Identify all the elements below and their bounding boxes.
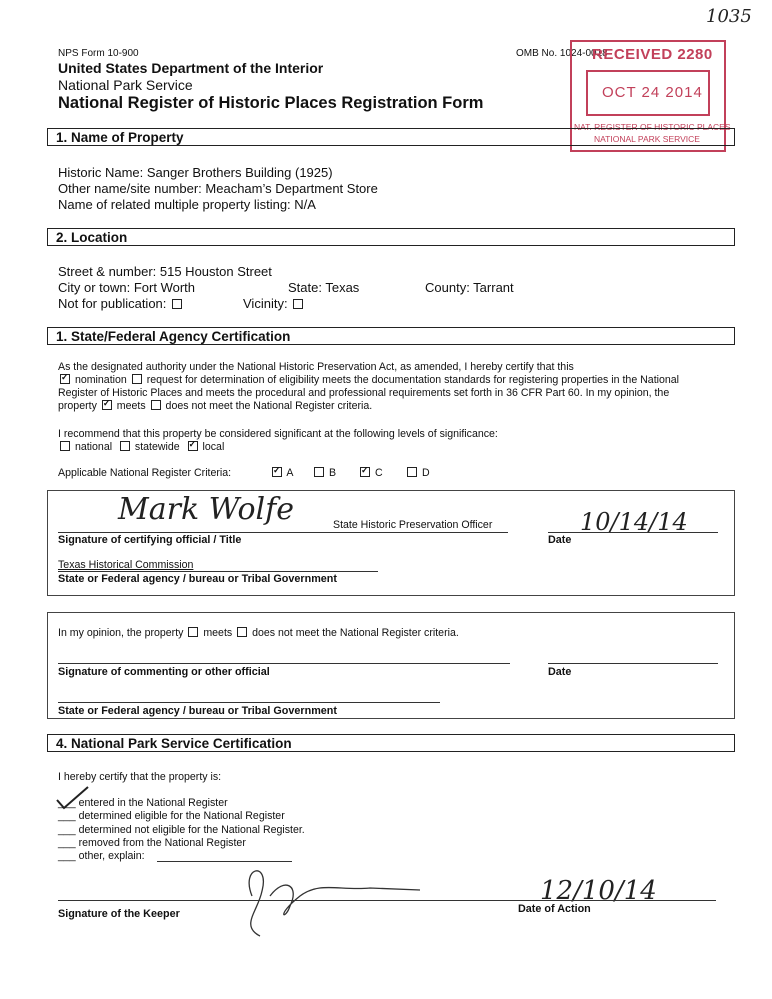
criterion-b: B — [312, 467, 336, 480]
entered-checkmark-icon — [55, 784, 91, 812]
certification-date: 10/14/14 — [580, 508, 688, 536]
stamp-date: OCT 24 2014 — [602, 84, 703, 101]
option-entered[interactable]: ___ entered in the National Register — [58, 797, 228, 809]
not-meet-checkbox[interactable] — [151, 400, 161, 410]
criterion-b-checkbox[interactable] — [314, 467, 324, 477]
commenting-agency-label: State or Federal agency / bureau or Tribal Government — [58, 705, 338, 717]
not-for-publication: Not for publication: — [58, 296, 184, 311]
nomination-checkbox[interactable] — [60, 374, 70, 384]
agency-name: Texas Historical Commission — [58, 559, 194, 571]
action-date: 12/10/14 — [540, 876, 657, 906]
vicinity-checkbox[interactable] — [293, 299, 303, 309]
keeper-intro: I hereby certify that the property is: — [58, 771, 222, 783]
option-eligible[interactable]: ___ determined eligible for the National Register — [58, 810, 285, 823]
department-name: United States Department of the Interior — [58, 60, 324, 76]
request-checkbox[interactable] — [132, 374, 142, 384]
keeper-signature-label: Signature of the Keeper — [58, 908, 180, 920]
opinion-not-meet-checkbox[interactable] — [237, 627, 247, 637]
criterion-d-checkbox[interactable] — [407, 467, 417, 477]
opinion-meets-checkbox[interactable] — [188, 627, 198, 637]
option-not-eligible[interactable]: ___ determined not eligible for the National Register. — [58, 823, 305, 836]
form-title: National Register of Historic Places Registration Form — [58, 94, 484, 112]
date-label: Date — [548, 534, 572, 546]
stamp-line2: NATIONAL PARK SERVICE — [594, 134, 700, 144]
section-nps-certification: 4. National Park Service Certification — [47, 734, 735, 752]
not-for-publication-checkbox[interactable] — [172, 299, 182, 309]
significance-recommendation: I recommend that this property be considered significant at the following levels of significance: — [58, 428, 498, 440]
signature-label: Signature of certifying official / Title — [58, 534, 242, 546]
criteria-label: Applicable National Register Criteria: — [58, 467, 232, 479]
vicinity: Vicinity: — [243, 296, 305, 311]
significance-levels: national statewide ✓ local — [58, 441, 224, 454]
local-checkbox[interactable] — [188, 441, 198, 451]
statewide-checkbox[interactable] — [120, 441, 130, 451]
street-number: Street & number: 515 Houston Street — [58, 264, 272, 279]
agency-label: State or Federal agency / bureau or Tribal Government — [58, 573, 338, 585]
commenting-signature-label: Signature of commenting or other official — [58, 666, 270, 678]
criterion-a: ✓ A — [270, 467, 293, 480]
option-removed[interactable]: ___ removed from the National Register — [58, 836, 246, 849]
city-town: City or town: Fort Worth — [58, 280, 196, 295]
omb-number: OMB No. 1024-0018 — [516, 48, 608, 59]
meets-checkbox[interactable] — [102, 400, 112, 410]
commenting-date-label: Date — [548, 666, 572, 678]
stamp-received: RECEIVED 2280 — [592, 46, 713, 63]
criterion-c-checkbox[interactable] — [360, 467, 370, 477]
handwritten-number: 1035 — [706, 6, 752, 27]
criterion-a-checkbox[interactable] — [272, 467, 282, 477]
keeper-signature-mark — [230, 856, 430, 946]
section-location: 2. Location — [47, 228, 735, 246]
official-title: State Historic Preservation Officer — [333, 519, 493, 531]
option-other[interactable]: ___ other, explain: — [58, 850, 145, 863]
section-agency-certification: 1. State/Federal Agency Certification — [47, 327, 735, 345]
criterion-c: ✓ C — [358, 467, 383, 480]
stamp-line1: NAT. REGISTER OF HISTORIC PLACES — [574, 122, 731, 132]
historic-name: Historic Name: Sanger Brothers Building (1925) — [58, 165, 333, 180]
keeper-options — [58, 797, 305, 863]
certification-paragraph: As the designated authority under the National Historic Preservation Act, as amended, I hereby certify that this ✓ nomination request for determination of eligibility meets the documentation standards for registering properties in the National Register of Historic Places and meets the procedural and professional requirements set forth in 36 CFR Part 60. In my opinion, the property ✓ meets does not meet the National Register criteria. — [58, 361, 738, 413]
multiple-property-listing: Name of related multiple property listing: N/A — [58, 197, 316, 212]
opinion-statement: In my opinion, the property meets does not meet the National Register criteria. — [58, 627, 459, 639]
other-name: Other name/site number: Meacham’s Department Store — [58, 181, 378, 196]
form-number: NPS Form 10-900 — [58, 48, 139, 59]
certifying-signature: Mark Wolfe — [118, 492, 294, 527]
service-name: National Park Service — [58, 77, 193, 93]
county: County: Tarrant — [425, 280, 514, 295]
state: State: Texas — [288, 280, 360, 295]
section-name-of-property: 1. Name of Property — [47, 128, 735, 146]
national-checkbox[interactable] — [60, 441, 70, 451]
criterion-d: D — [405, 467, 430, 480]
date-of-action-label: Date of Action — [518, 903, 591, 915]
